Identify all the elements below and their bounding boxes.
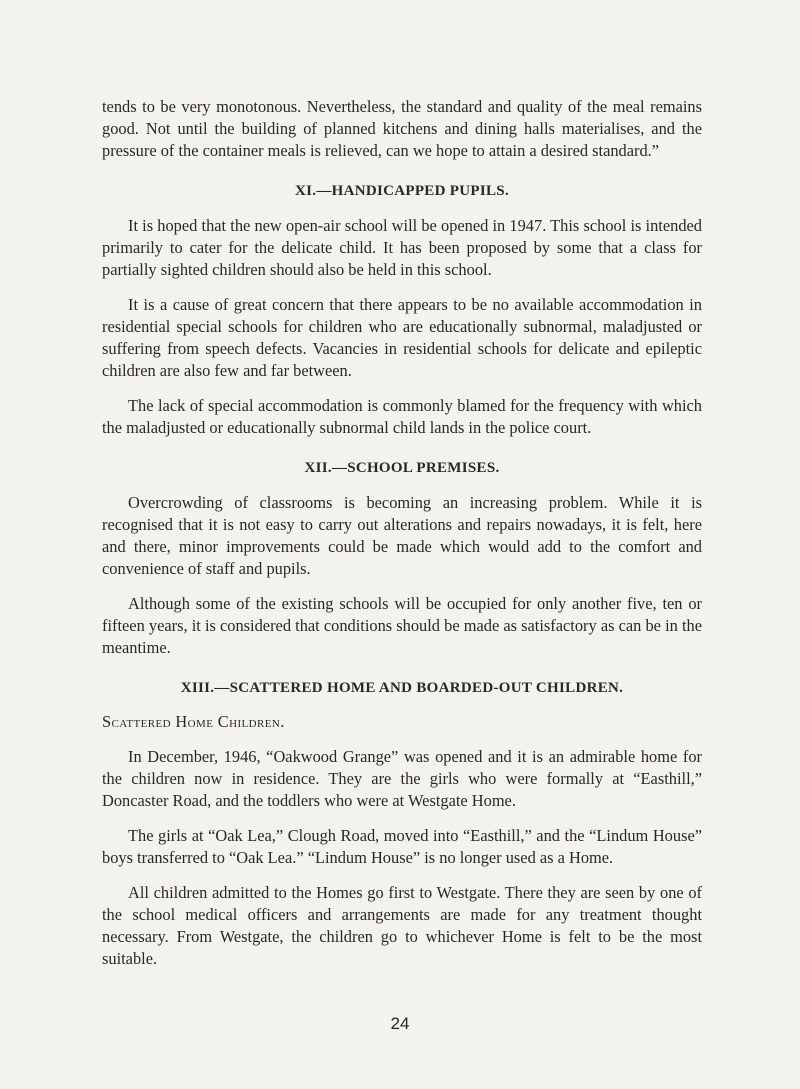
paragraph: The girls at “Oak Lea,” Clough Road, moved into “Easthill,” and the “Lindum House” boys transferred to “Oak Lea.” “Lindum House” is no longer used as a Home.: [102, 826, 702, 867]
paragraph: It is hoped that the new open-air school will be opened in 1947. This school is intended primarily to cater for the delicate child. It has been proposed by some that a class for partially sighted children should also be held in this school.: [102, 216, 702, 279]
paragraph: In December, 1946, “Oakwood Grange” was opened and it is an admirable home for the children now in residence. They are the girls who were formally at “Easthill,” Doncaster Road, and the toddlers who were at Westgate Home.: [102, 747, 702, 810]
paragraph: It is a cause of great concern that there appears to be no available accommodation in residential special schools for children who are educationally subnormal, maladjusted or suffering from speech defects. Vacancies in residential schools for delicate and epileptic children are also few and far between.: [102, 295, 702, 380]
continued-paragraph: tends to be very monotonous. Nevertheless, the standard and quality of the meal remains good. Not until the building of planned kitchens and dining halls materialises, and the pressure of the container meals is relieved, can we hope to attain a desired standard.”: [102, 97, 702, 160]
paragraph: Overcrowding of classrooms is becoming an increasing problem. While it is recognised that it is not easy to carry out alterations and repairs nowadays, it is felt, here and there, minor improvements could be made which would add to the comfort and convenience of staff and pupils.: [102, 493, 702, 578]
page-number: 24: [390, 1014, 410, 1033]
paragraph: All children admitted to the Homes go first to Westgate. There they are seen by one of the school medical officers and arrangements are made for any treatment thought necessary. From Westgate, the children go to whichever Home is felt to be the most suitable.: [102, 883, 702, 968]
paragraph: Although some of the existing schools will be occupied for only another five, ten or fifteen years, it is considered that conditions should be made as satisfactory as can be in the meantime.: [102, 594, 702, 657]
section-heading-school-premises: XII.—SCHOOL PREMISES.: [304, 460, 500, 476]
paragraph: The lack of special accommodation is commonly blamed for the frequency with which the maladjusted or educationally subnormal child lands in the police court.: [102, 396, 702, 437]
document-page: [102, 96, 702, 970]
subheading-scattered-home-children: Scattered Home Children.: [102, 712, 285, 731]
section-heading-scattered-home: XIII.—SCATTERED HOME AND BOARDED-OUT CHILDREN.: [180, 680, 624, 696]
section-heading-handicapped-pupils: XI.—HANDICAPPED PUPILS.: [295, 183, 509, 199]
